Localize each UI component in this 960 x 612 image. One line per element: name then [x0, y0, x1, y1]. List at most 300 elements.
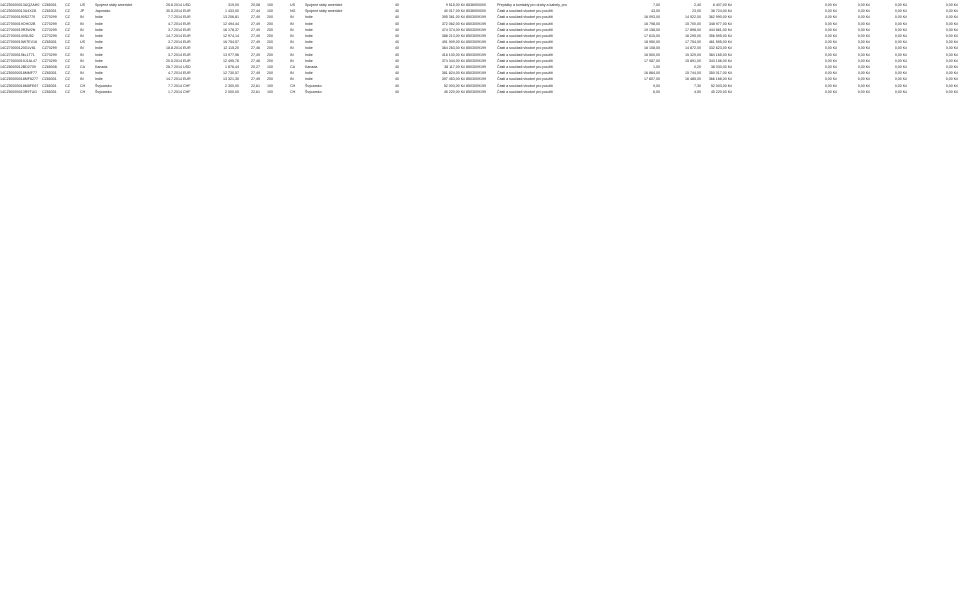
cell-coef: 200 [267, 71, 273, 76]
cell-invoice-value: 16 754,57 [223, 40, 239, 45]
cell-country-name: Indie [95, 40, 103, 45]
cell-mrn: 14CZ50000013R9TUG [0, 89, 37, 94]
cell-stat-value: 350 017,00 Kč [708, 71, 732, 76]
cell-procedure: 40 [395, 3, 399, 7]
cell-qty: 16 500,00 [644, 52, 660, 57]
cell-mrn: 14CZ7000019kL1T71 [0, 52, 35, 57]
cell-vat: 0,00 Kč [857, 58, 870, 63]
cell-origin: CZ [65, 52, 70, 57]
cell-duty: 0,00 Kč [824, 15, 837, 20]
cell-customs-value: 38 117,00 Kč [444, 65, 465, 69]
cell-invoice-value: 12 730,57 [223, 71, 239, 76]
cell-other: 0,00 Kč [945, 65, 958, 69]
cell-mrn: 14CZ7000019R3W2N [0, 27, 36, 32]
cell-currency: CHF [183, 89, 191, 94]
cell-invoice-value: 13 321,30 [223, 77, 239, 82]
cell-hs-code: 8503009199 [466, 65, 486, 69]
cell-procedure: 40 [395, 34, 399, 38]
cell-eori: CZ70299 [42, 52, 57, 57]
cell-customs-value: 388 213,00 Kč [441, 34, 465, 38]
cell-description: Části a součásti vhodné pro použití [497, 9, 553, 14]
cell-other: 0,00 Kč [945, 9, 958, 14]
cell-eori: CZ65301 [42, 77, 57, 82]
cell-disp-name: Spojené státy americké [305, 3, 343, 7]
cell-description: Přepážky a kontakty pro drahy a kabely, pro [497, 3, 567, 7]
cell-disp-code: CA [290, 65, 295, 69]
cell-mrn: 14CZ7000014V5U52 [0, 34, 34, 38]
cell-other: 0,00 Kč [945, 89, 958, 94]
cell-disp-code: IN [290, 40, 294, 45]
cell-date: 20.5.2014 [166, 58, 182, 63]
cell-procedure: 40 [395, 77, 399, 82]
cell-country-name: Indie [95, 58, 103, 63]
cell-country-code: IN [80, 21, 84, 26]
cell-mrn: 14CZ50000018MF6277 [0, 77, 38, 82]
cell-hs-code: 8503009199 [466, 89, 486, 94]
cell-customs-value: 45 220,00 Kč [443, 89, 465, 94]
cell-net-mass: 16 485,00 [685, 77, 701, 82]
cell-procedure: 40 [395, 83, 399, 88]
cell-date: 3.7.2014 [168, 52, 182, 57]
cell-vat: 0,00 Kč [857, 40, 870, 45]
cell-hs-code: 8503009199 [466, 40, 486, 45]
cell-other: 0,00 Kč [945, 83, 958, 88]
cell-vat: 0,00 Kč [857, 89, 870, 94]
cell-eori: CZ65301 [42, 40, 57, 45]
cell-qty: 19 158,00 [644, 27, 660, 32]
cell-description: Části a součásti vhodné pro použití [497, 52, 553, 57]
cell-excise: 0,00 Kč [894, 58, 907, 63]
cell-hs-code: 8536900000 [466, 9, 486, 14]
cell-country-code: JP [80, 9, 85, 14]
cell-origin: CZ [65, 89, 70, 94]
cell-date: 3.7.2014 [168, 27, 182, 32]
cell-country-name: Indie [95, 27, 103, 32]
cell-hs-code: 8503009199 [466, 58, 486, 63]
cell-coef: 200 [267, 40, 273, 45]
cell-currency: EUR [183, 15, 191, 20]
cell-other: 0,00 Kč [945, 21, 958, 26]
cell-disp-code: IN [290, 46, 294, 51]
cell-procedure: 40 [395, 40, 399, 45]
cell-qty: 17 807,00 [644, 77, 660, 82]
cell-net-mass: 15 744,00 [685, 71, 701, 76]
cell-hs-code: 8503009199 [466, 71, 486, 76]
cell-origin: CZ [65, 65, 70, 69]
cell-country-name: Indie [95, 15, 103, 20]
cell-currency: EUR [183, 58, 191, 63]
cell-customs-value: 395 361,00 Kč [441, 15, 465, 20]
cell-coef: 200 [267, 46, 273, 51]
cell-excise: 0,00 Kč [894, 46, 907, 51]
cell-coef: 100 [267, 3, 273, 7]
cell-other: 0,00 Kč [945, 77, 958, 82]
cell-excise: 0,00 Kč [894, 34, 907, 38]
cell-net-mass: 0,20 [694, 65, 701, 69]
cell-currency: EUR [183, 52, 191, 57]
cell-origin: CZ [65, 9, 70, 14]
cell-customs-value: 52 003,00 Kč [443, 83, 465, 88]
cell-description: Části a součásti vhodné pro použití [497, 34, 553, 38]
cell-vat: 0,00 Kč [857, 52, 870, 57]
cell-country-name: Indie [95, 21, 103, 26]
cell-disp-name: Spojené státy americké [305, 9, 343, 14]
cell-hs-code: 8503009199 [466, 77, 486, 82]
cell-invoice-value: 1 433,00 [225, 9, 239, 14]
cell-qty: 1,00 [653, 65, 660, 69]
cell-rate: 20,27 [251, 65, 260, 69]
cell-duty: 0,00 Kč [824, 9, 837, 14]
cell-disp-name: Kanada [305, 65, 318, 69]
cell-customs-value: 40 017,00 Kč [443, 9, 465, 14]
cell-qty: 17 087,00 [644, 58, 660, 63]
cell-stat-value: 38 724,00 Kč [710, 9, 732, 14]
cell-currency: EUR [183, 9, 191, 14]
cell-country-code: IN [80, 15, 84, 20]
cell-vat: 0,00 Kč [857, 83, 870, 88]
cell-other: 0,00 Kč [945, 52, 958, 57]
cell-duty: 0,00 Kč [824, 34, 837, 38]
cell-disp-code: CH [290, 89, 296, 94]
cell-origin: CZ [65, 83, 70, 88]
cell-other: 0,00 Kč [945, 40, 958, 45]
cell-country-code: IN [80, 71, 84, 76]
cell-coef: 100 [267, 83, 273, 88]
cell-disp-code: IN [290, 77, 294, 82]
cell-excise: 0,00 Kč [894, 52, 907, 57]
cell-eori: CZ65301 [42, 83, 57, 88]
cell-duty: 0,00 Kč [824, 65, 837, 69]
cell-customs-value: 474 374,00 Kč [441, 27, 465, 32]
cell-qty: 16 108,00 [644, 46, 660, 51]
cell-mrn: 14CZ70000120GLV81 [0, 46, 36, 51]
cell-date: 30.5.2014 [166, 9, 182, 14]
cell-disp-code: IN [290, 15, 294, 20]
cell-excise: 0,00 Kč [894, 65, 907, 69]
cell-disp-name: Indie [305, 77, 313, 82]
cell-date: 25.6.2014 [166, 3, 182, 7]
cell-description: Části a součásti vhodné pro použití [497, 21, 553, 26]
cell-duty: 0,00 Kč [824, 83, 837, 88]
cell-procedure: 40 [395, 52, 399, 57]
cell-hs-code: 8503009199 [466, 21, 486, 26]
cell-coef: 200 [267, 52, 273, 57]
cell-net-mass: 16 295,00 [685, 34, 701, 38]
cell-stat-value: 366 166,00 Kč [708, 77, 732, 82]
cell-stat-value: 38 030,00 Kč [710, 65, 732, 69]
cell-hs-code: 8536900000 [466, 3, 486, 7]
cell-origin: CZ [65, 34, 70, 38]
cell-currency: USD [183, 65, 191, 69]
cell-rate: 27,49 [251, 27, 260, 32]
cell-rate: 27,49 [251, 40, 260, 45]
cell-eori: CZ65301 [42, 71, 57, 76]
cell-mrn: 14CZ50000018M8FE67 [0, 83, 39, 88]
cell-country-code: CA [80, 65, 85, 69]
cell-vat: 0,00 Kč [857, 27, 870, 32]
cell-description: Části a součásti vhodné pro použití [497, 77, 553, 82]
cell-hs-code: 8503009199 [466, 34, 486, 38]
cell-invoice-value: 12 115,20 [223, 46, 239, 51]
cell-rate: 27,44 [251, 9, 260, 14]
cell-date: 14.7.2014 [166, 34, 182, 38]
cell-invoice-value: 16 178,37 [223, 27, 239, 32]
cell-vat: 0,00 Kč [857, 3, 870, 7]
cell-excise: 0,00 Kč [894, 83, 907, 88]
cell-description: Části a součásti vhodné pro použití [497, 15, 553, 20]
cell-other: 0,00 Kč [945, 34, 958, 38]
cell-invoice-value: 1 876,44 [225, 65, 239, 69]
cell-rate: 27,49 [251, 71, 260, 76]
cell-net-mass: 15 700,00 [685, 21, 701, 26]
cell-disp-code: NG [290, 9, 296, 14]
cell-vat: 0,00 Kč [857, 34, 870, 38]
cell-vat: 0,00 Kč [857, 71, 870, 76]
cell-eori: CZ70299 [42, 46, 57, 51]
cell-mrn: 14CZ70000190S2770 [0, 15, 36, 20]
cell-disp-name: Indie [305, 46, 313, 51]
cell-stat-value: 52 003,00 Kč [710, 83, 732, 88]
cell-invoice-value: 319,00 [228, 3, 239, 7]
cell-country-name: Indie [95, 52, 103, 57]
cell-excise: 0,00 Kč [894, 40, 907, 45]
cell-date: 18.8.2014 [166, 46, 182, 51]
cell-mrn: 14CZ50000013UQZAH0 [0, 3, 40, 7]
cell-country-name: Spojené státy americké [95, 3, 133, 7]
cell-rate: 27,49 [251, 15, 260, 20]
cell-other: 0,00 Kč [945, 71, 958, 76]
cell-description: Části a součásti vhodné pro použití [497, 71, 553, 76]
cell-invoice-value: 13 977,56 [223, 52, 239, 57]
cell-coef: 200 [267, 27, 273, 32]
cell-net-mass: 14 922,00 [685, 15, 701, 20]
cell-stat-value: 6 407,00 Kč [712, 3, 732, 7]
cell-net-mass: 15 329,00 [685, 52, 701, 57]
cell-currency: CHF [183, 83, 191, 88]
cell-currency: USD [183, 3, 191, 7]
cell-hs-code: 8503009199 [466, 27, 486, 32]
cell-duty: 0,00 Kč [824, 46, 837, 51]
cell-other: 0,00 Kč [945, 27, 958, 32]
cell-country-name: Indie [95, 71, 103, 76]
cell-coef: 100 [267, 9, 273, 14]
cell-mrn: 14CZ50000013U4XZ8 [0, 9, 36, 14]
cell-currency: EUR [183, 34, 191, 38]
cell-country-code: US [80, 40, 85, 45]
cell-vat: 0,00 Kč [857, 77, 870, 82]
cell-invoice-value: 12 495,76 [223, 58, 239, 63]
cell-eori: CZ70299 [42, 21, 57, 26]
cell-customs-value: 374 344,00 Kč [441, 58, 465, 63]
cell-procedure: 40 [395, 15, 399, 20]
cell-date: 3.7.2014 [168, 40, 182, 45]
cell-other: 0,00 Kč [945, 15, 958, 20]
cell-excise: 0,00 Kč [894, 15, 907, 20]
cell-coef: 100 [267, 89, 273, 94]
cell-other: 0,00 Kč [945, 46, 958, 51]
cell-qty: 16 884,00 [644, 71, 660, 76]
cell-country-code: US [80, 3, 85, 7]
cell-description: Části a součásti vhodné pro použití [497, 89, 553, 94]
cell-disp-code: IN [290, 58, 294, 63]
cell-procedure: 40 [395, 89, 399, 94]
cell-country-name: Indie [95, 46, 103, 51]
cell-excise: 0,00 Kč [894, 3, 907, 7]
cell-disp-code: IN [290, 27, 294, 32]
cell-qty: 9,00 [653, 83, 660, 88]
cell-invoice-value: 2 300,00 [225, 83, 239, 88]
cell-customs-value: 9 515,00 Kč [445, 3, 465, 7]
cell-duty: 0,00 Kč [824, 27, 837, 32]
cell-description: Části a součásti vhodné pro použití [497, 40, 553, 45]
cell-mrn: 14CZ7000019W7EV16 [0, 40, 37, 45]
cell-excise: 0,00 Kč [894, 71, 907, 76]
cell-hs-code: 8503009199 [466, 83, 486, 88]
cell-country-code: IN [80, 34, 84, 38]
cell-duty: 0,00 Kč [824, 58, 837, 63]
cell-excise: 0,00 Kč [894, 27, 907, 32]
cell-rate: 27,49 [251, 21, 260, 26]
cell-procedure: 40 [395, 65, 399, 69]
cell-country-code: CH [80, 89, 86, 94]
cell-rate: 22,61 [251, 89, 260, 94]
cell-origin: CZ [65, 77, 70, 82]
cell-description: Části a součásti vhodné pro použití [497, 58, 553, 63]
cell-origin: CZ [65, 21, 70, 26]
cell-origin: CZ [65, 3, 70, 7]
cell-rate: 27,46 [251, 46, 260, 51]
cell-procedure: 40 [395, 9, 399, 14]
cell-disp-name: Indie [305, 34, 313, 38]
cell-disp-code: IN [290, 52, 294, 57]
cell-procedure: 40 [395, 71, 399, 76]
cell-disp-code: CH [290, 83, 296, 88]
cell-qty: 18 950,00 [644, 40, 660, 45]
cell-duty: 0,00 Kč [824, 77, 837, 82]
cell-qty: 7,00 [653, 3, 660, 7]
cell-disp-name: Švýcarsko [305, 83, 322, 88]
cell-duty: 0,00 Kč [824, 89, 837, 94]
cell-net-mass: 17 898,00 [685, 27, 701, 32]
cell-excise: 0,00 Kč [894, 21, 907, 26]
cell-vat: 0,00 Kč [857, 21, 870, 26]
cell-vat: 0,00 Kč [857, 15, 870, 20]
cell-mrn: 14CZ50000018MMF77 [0, 71, 37, 76]
cell-duty: 0,00 Kč [824, 71, 837, 76]
cell-rate: 22,61 [251, 83, 260, 88]
table-row [0, 89, 960, 95]
cell-coef: 200 [267, 21, 273, 26]
cell-disp-name: Indie [305, 27, 313, 32]
cell-date: 4.7.2014 [168, 71, 182, 76]
cell-invoice-value: 12 974,14 [223, 34, 239, 38]
cell-country-code: IN [80, 52, 84, 57]
cell-disp-code: IN [290, 21, 294, 26]
cell-hs-code: 8503009199 [466, 52, 486, 57]
cell-other: 0,00 Kč [945, 58, 958, 63]
cell-eori: CZ70299 [42, 15, 57, 20]
cell-vat: 0,00 Kč [857, 46, 870, 51]
cell-description: Části a součásti vhodné pro použití [497, 65, 553, 69]
cell-origin: CZ [65, 71, 70, 76]
cell-hs-code: 8503009199 [466, 15, 486, 20]
cell-vat: 0,00 Kč [857, 9, 870, 14]
cell-currency: EUR [183, 46, 191, 51]
cell-qty: 43,00 [651, 9, 660, 14]
cell-description: Části a součásti vhodné pro použití [497, 27, 553, 32]
cell-invoice-value: 12 494,44 [223, 21, 239, 26]
cell-currency: EUR [183, 27, 191, 32]
cell-net-mass: 14 872,00 [685, 46, 701, 51]
cell-disp-name: Indie [305, 15, 313, 20]
cell-country-name: Japonsko [95, 9, 111, 14]
cell-duty: 0,00 Kč [824, 40, 837, 45]
cell-origin: CZ [65, 40, 70, 45]
cell-rate: 27,46 [251, 58, 260, 63]
cell-hs-code: 8503009199 [466, 46, 486, 51]
cell-qty: 16 798,00 [644, 21, 660, 26]
cell-excise: 0,00 Kč [894, 9, 907, 14]
cell-disp-code: US [290, 3, 295, 7]
cell-disp-code: IN [290, 34, 294, 38]
cell-mrn: 14CZ8000012BD2709 [0, 65, 36, 69]
cell-country-code: IN [80, 58, 84, 63]
cell-procedure: 40 [395, 21, 399, 26]
cell-origin: CZ [65, 58, 70, 63]
cell-origin: CZ [65, 27, 70, 32]
cell-disp-name: Indie [305, 40, 313, 45]
cell-currency: EUR [183, 77, 191, 82]
cell-country-name: Indie [95, 77, 103, 82]
cell-net-mass: 17 754,00 [685, 40, 701, 45]
cell-invoice-value: 2 000,00 [225, 89, 239, 94]
cell-stat-value: 348 977,00 Kč [708, 21, 732, 26]
cell-net-mass: 4,50 [694, 89, 701, 94]
cell-stat-value: 343 156,00 Kč [708, 58, 732, 63]
cell-date: 14.7.2014 [166, 77, 182, 82]
cell-rate: 27,49 [251, 77, 260, 82]
cell-disp-name: Švýcarsko [305, 89, 322, 94]
cell-stat-value: 356 595,00 Kč [708, 34, 732, 38]
cell-eori: CZ70299 [42, 34, 57, 38]
cell-excise: 0,00 Kč [894, 77, 907, 82]
cell-country-code: IN [80, 46, 84, 51]
cell-customs-value: 491 909,00 Kč [441, 40, 465, 45]
cell-date: 1.7.2014 [168, 89, 182, 94]
cell-date: 7.7.2014 [168, 83, 182, 88]
cell-eori: CZ65301 [42, 9, 57, 14]
cell-customs-value: 416 100,00 Kč [441, 52, 465, 57]
cell-eori: CZ65301 [42, 3, 57, 7]
cell-eori: CZ65008 [42, 65, 57, 69]
cell-coef: 200 [267, 15, 273, 20]
cell-duty: 0,00 Kč [824, 52, 837, 57]
cell-stat-value: 461 595,00 Kč [708, 40, 732, 45]
cell-origin: CZ [65, 15, 70, 20]
cell-country-code: IN [80, 27, 84, 32]
cell-net-mass: 23,00 [692, 9, 701, 14]
cell-eori: CZ70299 [42, 27, 57, 32]
cell-excise: 0,00 Kč [894, 89, 907, 94]
cell-customs-value: 381 824,00 Kč [441, 71, 465, 76]
cell-country-code: CH [80, 83, 86, 88]
cell-coef: 100 [267, 65, 273, 69]
cell-customs-value: 397 453,00 Kč [441, 77, 465, 82]
cell-procedure: 40 [395, 27, 399, 32]
cell-description: Části a součásti vhodné pro použití [497, 83, 553, 88]
cell-country-code: IN [80, 77, 84, 82]
cell-eori: CZ70299 [42, 58, 57, 63]
